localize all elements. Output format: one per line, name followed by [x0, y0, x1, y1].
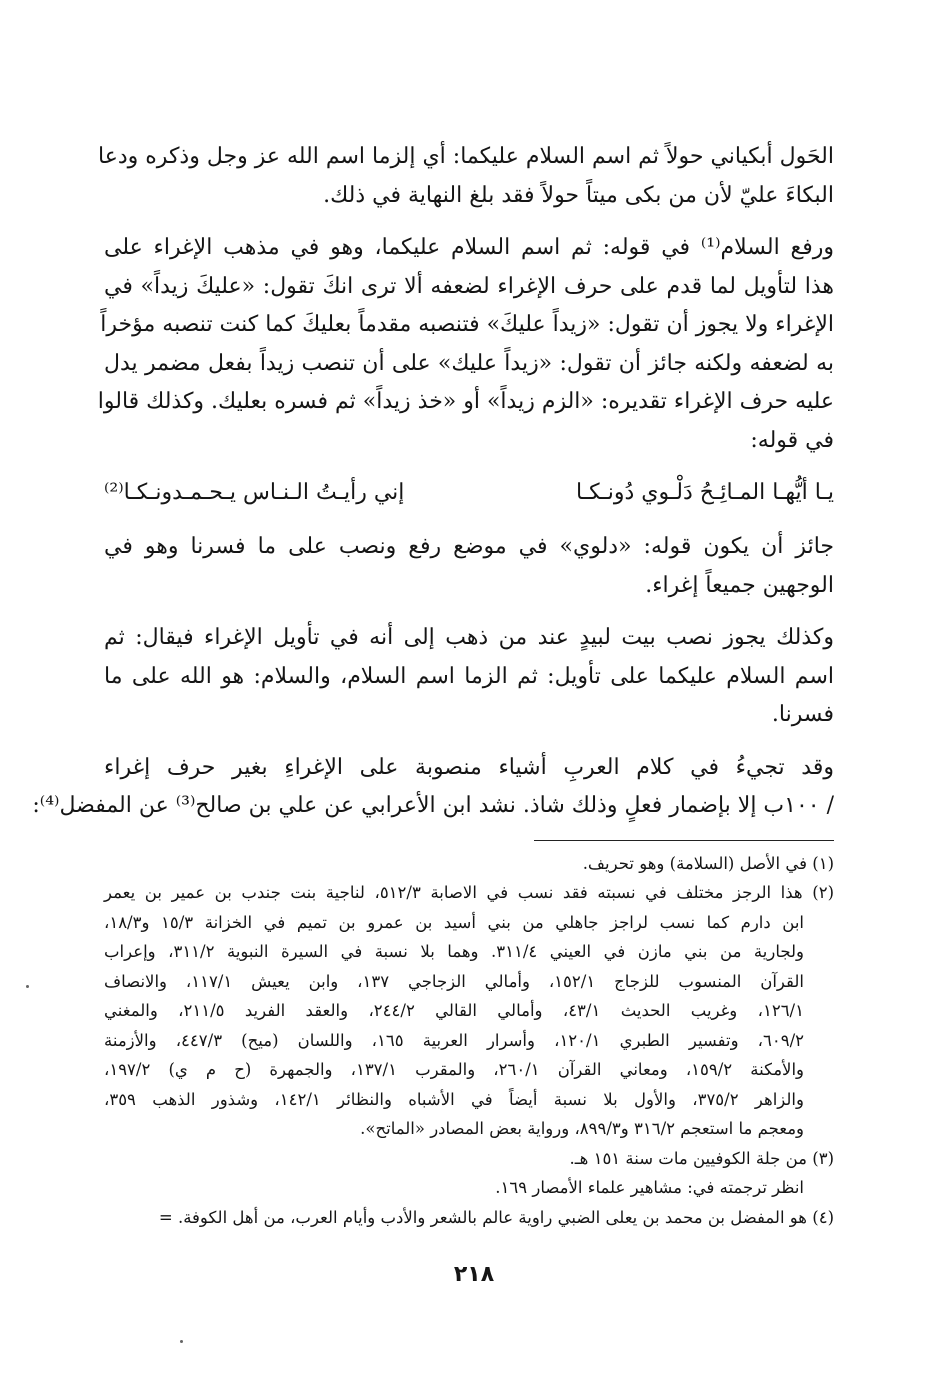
footnote-line: والزاهر ٣٧٥/٢، والأول بلا نسبة أيضاً في الأشباه والنظائر ١٤٢/١، وشذور الذهب ٣٥٩،	[104, 1089, 804, 1109]
text-line: اسم السلام عليكما على تأويل: ثم الزما اسم السلام، والسلام: هو الله على ما	[104, 663, 834, 689]
paragraph-5	[32, 749, 834, 826]
footnote-line: ٦٠٩/٢، وتفسير الطبري ١٢٠/١، وأسرار العربية ١٦٥، واللسان (ميح) ٤٤٧/٣، والأزمنة	[104, 1030, 805, 1050]
text-line: ورفع السلام⁽¹⁾ في قوله: ثم اسم السلام عليكما، وهو في مذهب الإغراء على	[104, 235, 834, 260]
footnote-divider	[534, 840, 834, 841]
footnote-line: والأمكنة ١٥٩/٢، ومعاني القرآن ٢٦٠/١، والمقرب ١٣٧/١، والجمهرة (ح م ي) ١٩٧/٢،	[104, 1060, 805, 1079]
footnote-4: (٤) هو المفضل بن محمد بن يعلى الضبي راوية عالم بالشعر والأدب وأيام العرب، من أهل الكوفة. =	[158, 1207, 834, 1227]
scan-speck	[180, 1340, 183, 1343]
verse-first-hemistich: يـا أيُّهـا المـائِـحُ دَلْـوي دُونـكـا	[575, 480, 834, 505]
text-line: البكاءَ عليّ لأن من بكى ميتاً حولاً فقد بلغ النهاية في ذلك.	[323, 182, 834, 208]
text-line: وكذلك يجوز نصب بيت لبيدٍ عند من ذهب إلى أنه في تأويل الإغراء فيقال: ثم	[104, 625, 835, 650]
text-line: فسرنا.	[771, 702, 834, 727]
text-line: جائز أن يكون قوله: «دلوي» في موضع رفع ونصب على ما فسرنا وهو في	[104, 534, 834, 559]
text-line: الحَول أبكياني حولاً ثم اسم السلام عليكما: أي إلزما اسم الله عز وجل وذكره ودعا	[98, 144, 834, 169]
paragraph-1	[98, 138, 834, 215]
text-line: الإغراء ولا يجوز أن تقول: «زيداً عليكَ» فتنصبه مقدماً بعليكَ كما كنت تنصبه مؤخراً	[100, 312, 834, 337]
footnote-line: (٢) هذا الرجز مختلف في نسبته فقد نسب في الاصابة ٥١٢/٣، لناجية بنت جندب بن عمير بن يعمر	[104, 883, 834, 902]
verse-second-hemistich: إني رأيـتُ الـنـاس يـحـمـدونـكـا⁽²⁾	[104, 480, 405, 505]
footnotes	[104, 849, 834, 1233]
paragraph-3	[104, 528, 834, 605]
footnote-line: ومعجم ما استعجم ٣١٦/٢ و٨٩٩/٣، ورواية بعض المصادر «الماتح».	[360, 1119, 804, 1138]
footnote-3-reference: انظر ترجمته في: مشاهير علماء الأمصار ١٦٩.	[495, 1178, 804, 1197]
page-body	[32, 138, 835, 1232]
text-line: / ١٠٠ب إلا بإضمار فعلٍ وذلك شاذ. نشد ابن الأعرابي عن علي بن صالح⁽³⁾ عن المفضل⁽⁴⁾:	[32, 793, 834, 818]
footnote-3: (٣) من جلة الكوفيين مات سنة ١٥١ هـ.	[569, 1148, 834, 1168]
text-line: في قوله:	[750, 427, 834, 453]
paragraph-2	[97, 229, 834, 460]
paragraph-4	[104, 619, 834, 735]
text-line: عليه حرف الإغراء تقديره: «الزم زيداً» أو «خذ زيداً» ثم فسره بعليك. وكذلك قالوا	[97, 389, 834, 414]
footnote-line: ١٢٦/١، وغريب الحديث ٤٣/١، وأمالي القالي ٢٤٤/٢، والعقد الفريد ٢١١/٥، والمغني	[104, 1001, 804, 1020]
poetry-verse	[104, 474, 834, 512]
footnote-line: ولجارية من بني مازن في العيني ٣١١/٤. وهما بلا نسبة في السيرة النبوية ٣١١/٢، وإعراب	[104, 942, 804, 961]
footnote-2	[104, 878, 834, 1144]
page-number: ٢١٨	[453, 1262, 495, 1287]
text-line: به لضعفه ولكنه جائز أن تقول: «زيداً عليك» على أن تنصب زيداً بفعل مضمر يدل	[104, 350, 834, 376]
text-line: وقد تجيءُ في كلام العربِ أشياء منصوبة على الإغراءِ بغير حرف إغراء	[104, 754, 834, 780]
text-line: الوجهين جميعاً إغراء.	[645, 572, 834, 598]
footnote-line: ابن دارم كما نسب لراجز جاهلي من بني أسيد بن عمرو بن تميم في الخزانة ١٥/٣ و١٨/٣،	[104, 912, 805, 932]
text-line: هذا لتأويل لما قدم على حرف الإغراء لضعفه ألا ترى انكَ تقول: «عليكَ زيداً» في	[104, 273, 834, 299]
scan-speck	[26, 985, 29, 988]
footnote-1: (١) في الأصل (السلامة) وهو تحريف.	[582, 853, 834, 873]
footnote-line: القرآن المنسوب للزجاج ١٥٢/١، وأمالي الزجاجي ١٣٧، وابن يعيش ١١٧/١، والانصاف	[104, 971, 804, 991]
